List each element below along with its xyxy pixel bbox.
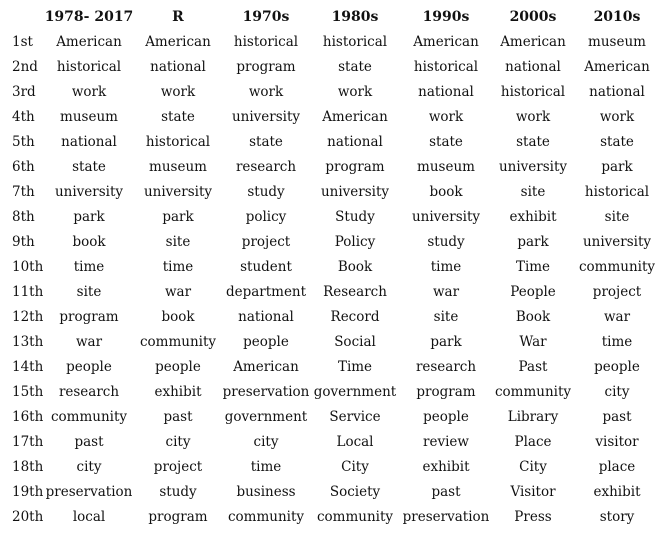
term-cell: program (416, 384, 476, 400)
rank-cell: 20th (12, 509, 44, 525)
table-row (0, 105, 664, 130)
term-cell: preservation (45, 484, 133, 500)
term-cell: American (233, 359, 299, 375)
term-cell: university (320, 184, 390, 200)
column-header: 1970s (242, 9, 290, 25)
term-cell: project (241, 234, 291, 250)
term-cell: Press (514, 509, 552, 525)
term-cell: place (598, 459, 636, 475)
term-cell: national (238, 309, 294, 325)
term-cell: museum (60, 109, 118, 125)
table-row (0, 505, 664, 530)
term-cell: city (76, 459, 102, 475)
term-cell: time (162, 259, 194, 275)
term-cell: Place (514, 434, 552, 450)
term-cell: government (313, 384, 397, 400)
rank-cell: 9th (12, 234, 35, 250)
term-cell: city (253, 434, 279, 450)
term-cell: book (429, 184, 463, 200)
term-cell: research (235, 159, 297, 175)
column-header: 1978- 2017 (44, 9, 134, 25)
term-cell: study (427, 234, 465, 250)
table-row (0, 455, 664, 480)
term-cell: preservation (402, 509, 490, 525)
term-cell: work (337, 84, 373, 100)
term-cell: site (165, 234, 191, 250)
term-cell: people (155, 359, 201, 375)
column-header: 2000s (509, 9, 557, 25)
term-cell: people (243, 334, 289, 350)
term-cell: preservation (222, 384, 310, 400)
term-cell: past (431, 484, 461, 500)
term-cell: business (236, 484, 296, 500)
term-cell: program (236, 59, 296, 75)
term-cell: local (72, 509, 106, 525)
term-cell: Policy (334, 234, 376, 250)
rank-cell: 19th (12, 484, 44, 500)
term-cell: program (59, 309, 119, 325)
term-cell: park (73, 209, 105, 225)
term-cell: park (162, 209, 194, 225)
term-cell: community (316, 509, 394, 525)
table-row (0, 280, 664, 305)
term-cell: exhibit (593, 484, 641, 500)
term-cell: book (161, 309, 195, 325)
term-cell: exhibit (154, 384, 202, 400)
term-cell: time (430, 259, 462, 275)
term-cell: review (423, 434, 469, 450)
term-cell: visitor (595, 434, 639, 450)
term-cell: community (227, 509, 305, 525)
term-cell: state (161, 109, 195, 125)
table-row (0, 230, 664, 255)
term-cell: university (582, 234, 652, 250)
term-cell: historical (145, 134, 211, 150)
table-row (0, 80, 664, 105)
term-cell: people (594, 359, 640, 375)
rank-cell: 8th (12, 209, 35, 225)
term-cell: American (500, 34, 566, 50)
term-cell: work (248, 84, 284, 100)
term-cell: work (160, 84, 196, 100)
table-row (0, 30, 664, 55)
term-cell: war (164, 284, 192, 300)
table-row (0, 405, 664, 430)
term-cell: historical (233, 34, 299, 50)
term-cell: national (61, 134, 117, 150)
term-cell: project (153, 459, 203, 475)
term-cell: site (76, 284, 102, 300)
term-cell: City (519, 459, 547, 475)
term-cell: Society (329, 484, 381, 500)
term-cell: study (159, 484, 197, 500)
term-cell: work (599, 109, 635, 125)
rank-cell: 14th (12, 359, 44, 375)
term-cell: work (71, 84, 107, 100)
table-row (0, 205, 664, 230)
term-cell: city (165, 434, 191, 450)
term-cell: Study (335, 209, 375, 225)
rank-cell: 2nd (12, 59, 38, 75)
term-cell: university (231, 109, 301, 125)
term-cell: war (603, 309, 631, 325)
term-cell: past (74, 434, 104, 450)
term-cell: community (139, 334, 217, 350)
term-cell: national (150, 59, 206, 75)
rank-cell: 10th (12, 259, 44, 275)
term-cell: time (73, 259, 105, 275)
term-cell: university (498, 159, 568, 175)
term-cell: university (411, 209, 481, 225)
term-cell: student (240, 259, 292, 275)
term-cell: museum (149, 159, 207, 175)
term-cell: Record (330, 309, 380, 325)
term-cell: site (520, 184, 546, 200)
term-cell: state (72, 159, 106, 175)
term-cell: Social (334, 334, 376, 350)
rank-cell: 11th (12, 284, 44, 300)
table-row (0, 480, 664, 505)
term-cell: community (494, 384, 572, 400)
term-cell: research (58, 384, 120, 400)
table-row (0, 380, 664, 405)
rank-cell: 7th (12, 184, 35, 200)
rank-cell: 5th (12, 134, 35, 150)
table-row (0, 130, 664, 155)
term-cell: university (143, 184, 213, 200)
term-cell: historical (413, 59, 479, 75)
term-cell: People (510, 284, 556, 300)
term-cell: Book (515, 309, 551, 325)
column-header: 1990s (422, 9, 470, 25)
term-cell: historical (56, 59, 122, 75)
rank-cell: 13th (12, 334, 44, 350)
term-cell: people (423, 409, 469, 425)
term-cell: national (505, 59, 561, 75)
term-cell: museum (588, 34, 646, 50)
term-cell: war (432, 284, 460, 300)
term-cell: park (601, 159, 633, 175)
term-cell: community (50, 409, 128, 425)
term-cell: War (519, 334, 547, 350)
term-cell: historical (584, 184, 650, 200)
term-cell: national (418, 84, 474, 100)
term-cell: state (600, 134, 634, 150)
table-row (0, 330, 664, 355)
term-cell: state (516, 134, 550, 150)
term-cell: university (54, 184, 124, 200)
term-cell: Time (515, 259, 551, 275)
term-cell: state (249, 134, 283, 150)
term-cell: Visitor (510, 484, 556, 500)
term-cell: exhibit (422, 459, 470, 475)
term-cell: time (601, 334, 633, 350)
term-cell: exhibit (509, 209, 557, 225)
rank-cell: 12th (12, 309, 44, 325)
term-cell: American (322, 109, 388, 125)
term-cell: Past (518, 359, 548, 375)
term-cell: past (163, 409, 193, 425)
term-cell: national (327, 134, 383, 150)
term-cell: study (247, 184, 285, 200)
term-cell: historical (500, 84, 566, 100)
table-row (0, 155, 664, 180)
rank-cell: 16th (12, 409, 44, 425)
term-cell: book (72, 234, 106, 250)
table-row (0, 55, 664, 80)
term-cell: state (338, 59, 372, 75)
term-cell: American (413, 34, 479, 50)
column-header: 2010s (593, 9, 641, 25)
term-cell: past (602, 409, 632, 425)
term-cell: American (145, 34, 211, 50)
term-cell: story (599, 509, 635, 525)
term-cell: project (592, 284, 642, 300)
table-row (0, 180, 664, 205)
term-cell: state (429, 134, 463, 150)
header-row (0, 5, 664, 30)
term-cell: Local (336, 434, 374, 450)
rank-cell: 3rd (12, 84, 36, 100)
column-header: R (172, 9, 184, 25)
rank-cell: 17th (12, 434, 44, 450)
term-cell: Service (329, 409, 381, 425)
term-cell: work (428, 109, 464, 125)
term-cell: government (224, 409, 308, 425)
term-cell: American (56, 34, 122, 50)
term-cell: historical (322, 34, 388, 50)
term-cell: policy (245, 209, 287, 225)
term-cell: Time (337, 359, 373, 375)
term-cell: city (604, 384, 630, 400)
term-cell: time (250, 459, 282, 475)
table-row (0, 255, 664, 280)
rank-cell: 15th (12, 384, 44, 400)
rank-cell: 18th (12, 459, 44, 475)
table-row (0, 355, 664, 380)
term-cell: national (589, 84, 645, 100)
term-cell: park (430, 334, 462, 350)
table-row (0, 305, 664, 330)
term-cell: site (433, 309, 459, 325)
rank-cell: 4th (12, 109, 35, 125)
term-cell: community (578, 259, 656, 275)
table-row (0, 430, 664, 455)
column-header: 1980s (331, 9, 379, 25)
term-cell: program (148, 509, 208, 525)
term-cell: people (66, 359, 112, 375)
term-cell: war (75, 334, 103, 350)
term-cell: program (325, 159, 385, 175)
term-cell: research (415, 359, 477, 375)
term-cell: Research (323, 284, 387, 300)
term-cell: Book (337, 259, 373, 275)
term-cell: City (341, 459, 369, 475)
term-cell: work (515, 109, 551, 125)
term-cell: department (225, 284, 307, 300)
term-cell: site (604, 209, 630, 225)
term-cell: American (584, 59, 650, 75)
rank-cell: 1st (12, 34, 33, 50)
term-cell: park (517, 234, 549, 250)
rank-cell: 6th (12, 159, 35, 175)
term-cell: museum (417, 159, 475, 175)
term-cell: Library (507, 409, 559, 425)
